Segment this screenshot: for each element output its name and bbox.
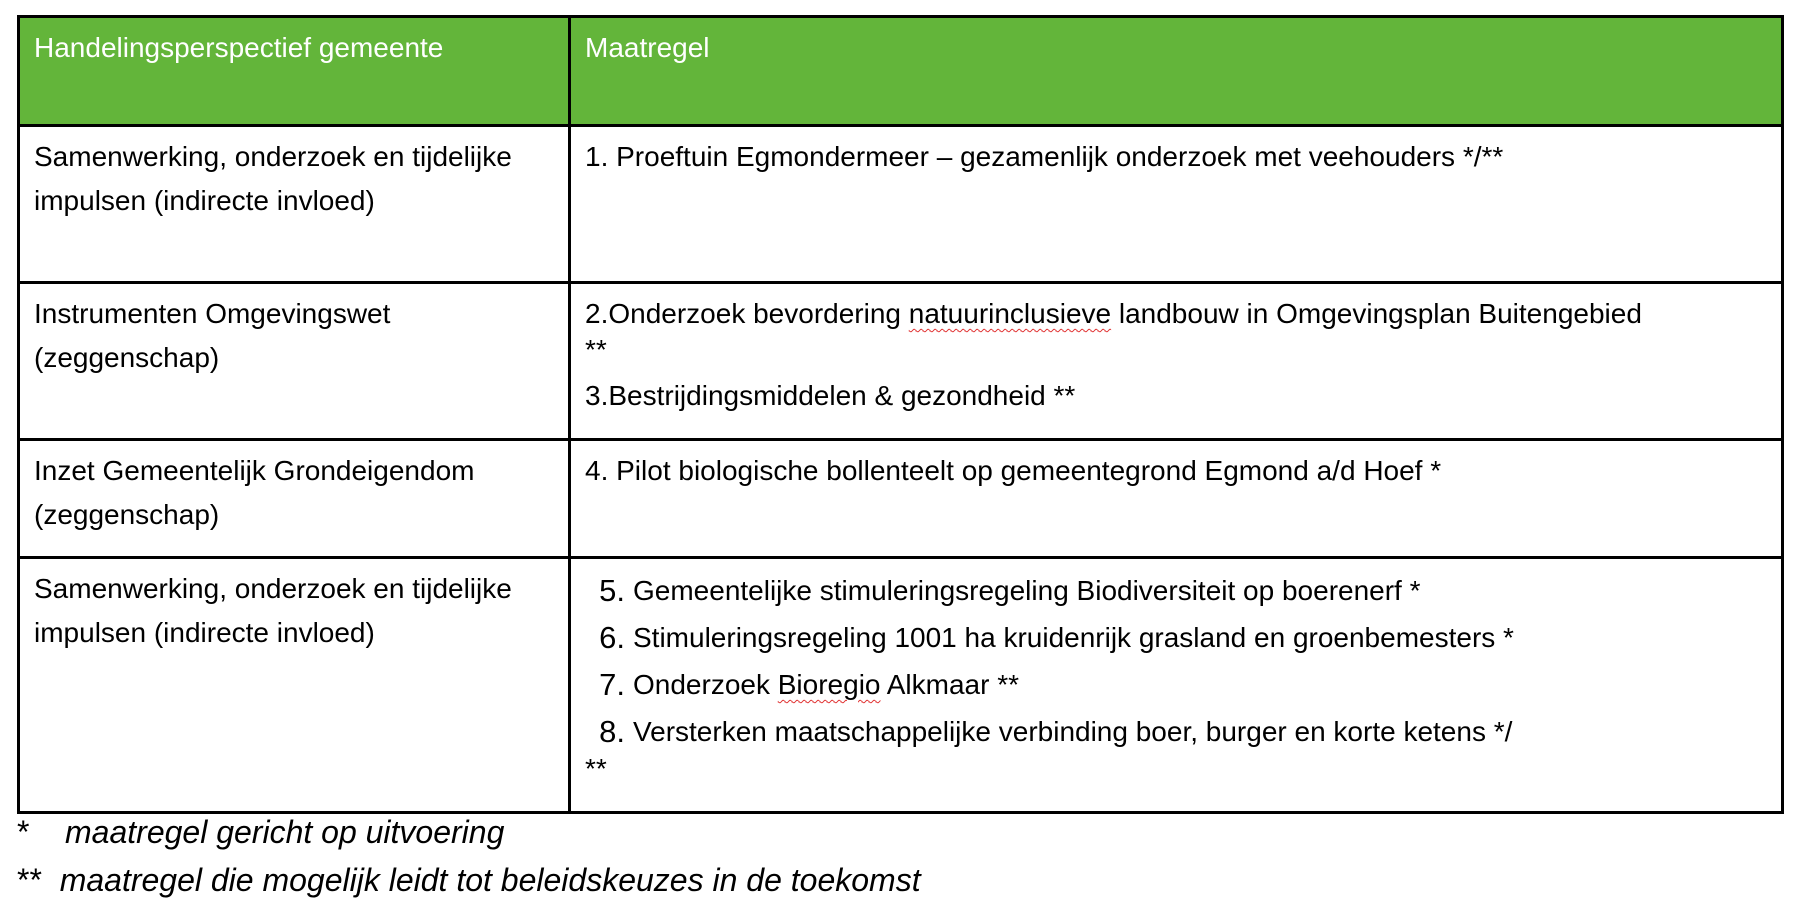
measure-text: landbouw in Omgevingsplan Buitengebied <box>1111 298 1642 329</box>
legend-text: maatregel gericht op uitvoering <box>65 814 505 850</box>
measure-cell <box>570 558 1783 813</box>
header-perspective: Handelingsperspectief gemeente <box>19 17 570 126</box>
spellcheck-flagged-word[interactable]: natuurinclusieve <box>908 298 1112 329</box>
list-item <box>585 708 1767 755</box>
list-number: 5. <box>599 573 625 608</box>
measure-marker: ** <box>585 753 607 784</box>
list-number: 6. <box>599 620 625 655</box>
header-measure: Maatregel <box>570 17 1783 126</box>
spellcheck-flagged-word[interactable]: Bioregio <box>777 669 881 700</box>
list-item <box>585 567 1767 614</box>
table-row <box>19 283 1783 440</box>
table-header-row <box>19 17 1783 126</box>
table-row <box>19 558 1783 813</box>
measures-table <box>17 15 1784 814</box>
measure-cell <box>570 283 1783 440</box>
measure-text-part: Alkmaar ** <box>880 669 1019 700</box>
measure-text: Stimuleringsregeling 1001 ha kruidenrijk grasland en groenbemesters * <box>633 622 1514 653</box>
measure-item: 4. Pilot biologische bollenteelt op gemeentegrond Egmond a/d Hoef * <box>585 455 1442 486</box>
legend-text: maatregel die mogelijk leidt tot beleidskeuzes in de toekomst <box>59 862 921 898</box>
measure-text-part: Onderzoek <box>633 669 778 700</box>
list-number: 7. <box>599 667 625 702</box>
perspective-cell: Inzet Gemeentelijk Grondeigendom (zeggenschap) <box>19 440 570 558</box>
measure-cell <box>570 440 1783 558</box>
measure-cell <box>570 126 1783 283</box>
measure-text: 2.Onderzoek bevordering <box>585 298 909 329</box>
legend-mark: ** <box>17 862 42 898</box>
measure-item <box>585 292 1767 336</box>
legend-line <box>17 860 921 900</box>
numbered-measure-list <box>585 567 1767 755</box>
list-number: 8. <box>599 714 625 749</box>
table-row <box>19 126 1783 283</box>
measure-marker: ** <box>585 334 607 365</box>
legend-line <box>17 812 504 852</box>
perspective-cell: Samenwerking, onderzoek en tijdelijke impulsen (indirecte invloed) <box>19 558 570 813</box>
measure-item: 1. Proeftuin Egmondermeer – gezamenlijk onderzoek met veehouders */** <box>585 141 1504 172</box>
perspective-cell: Instrumenten Omgevingswet (zeggenschap) <box>19 283 570 440</box>
perspective-cell: Samenwerking, onderzoek en tijdelijke impulsen (indirecte invloed) <box>19 126 570 283</box>
measure-text <box>633 661 1019 708</box>
table-row <box>19 440 1783 558</box>
measure-text: Gemeentelijke stimuleringsregeling Biodiversiteit op boerenerf * <box>633 575 1421 606</box>
measure-text: Versterken maatschappelijke verbinding boer, burger en korte ketens */ <box>633 716 1513 747</box>
legend-mark: * <box>17 814 30 850</box>
list-item <box>585 614 1767 661</box>
list-item <box>585 661 1767 708</box>
measure-item: 3.Bestrijdingsmiddelen & gezondheid ** <box>585 380 1076 411</box>
